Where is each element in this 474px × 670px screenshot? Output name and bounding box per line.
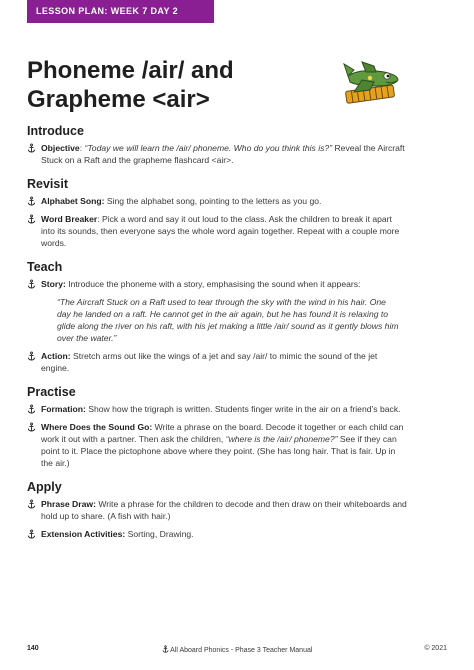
story-quote: “The Aircraft Stuck on a Raft used to tear through the sky with the wind in his hair. One day he landed on a raft. He cannot get in the air again, but he has found it is relaxing to glide along the river on his raft, with his jet making a little /air/ sound as it gently blows him over the water.” <box>57 297 399 343</box>
alphabet-song-text: Sing the alphabet song, pointing to the letters as you go. <box>104 196 322 206</box>
anchor-icon <box>27 421 37 433</box>
plane-on-raft-icon <box>340 56 402 106</box>
page-title-line-1: Phoneme /air/ and <box>27 57 234 84</box>
copyright: © 2021 <box>424 645 447 652</box>
action-label: Action: <box>41 351 71 361</box>
list-item-extension-activities <box>27 528 407 540</box>
list-item-alphabet-song <box>27 195 407 207</box>
list-item-word-breaker <box>27 213 407 249</box>
sound-go-text-1: Write a phrase on the board. Decode it together or each child can work it out with a partner. Then ask the children, <box>41 422 404 444</box>
section-heading-apply: Apply <box>27 480 62 494</box>
word-breaker-label: Word Breaker <box>41 214 98 224</box>
extension-label: Extension Activities: <box>41 529 126 539</box>
phrase-draw-text: Write a phrase for the children to decode and then draw on their whiteboards and hold up to share. (A fish with hair.) <box>41 499 407 521</box>
page-number: 140 <box>27 645 39 652</box>
list-item-story <box>27 278 407 290</box>
list-item-phrase-draw <box>27 498 407 522</box>
anchor-icon <box>27 195 37 207</box>
anchor-icon <box>162 645 169 653</box>
anchor-icon <box>27 278 37 290</box>
objective-colon: : <box>79 143 83 153</box>
objective-label: Objective <box>41 143 80 153</box>
anchor-icon <box>27 403 37 415</box>
section-heading-introduce: Introduce <box>27 124 84 138</box>
list-item-action <box>27 350 407 374</box>
sound-go-text-2: See if they can point to it. Place the pictophone above where they point. (She has long hair. That is fair. Up in the air.) <box>41 434 397 468</box>
list-item-objective <box>27 142 407 166</box>
section-heading-teach: Teach <box>27 260 63 274</box>
lesson-content <box>27 123 407 540</box>
story-label: Story: <box>41 279 66 289</box>
anchor-icon <box>27 213 37 225</box>
section-heading-revisit: Revisit <box>27 177 68 191</box>
lesson-plan-banner <box>27 0 214 23</box>
formation-label: Formation: <box>41 404 86 414</box>
lesson-plan-label: LESSON PLAN: WEEK 7 DAY 2 <box>36 6 179 16</box>
action-text: Stretch arms out like the wings of a jet and say /air/ to mimic the sound of the jet engine. <box>41 351 378 373</box>
anchor-icon <box>27 498 37 510</box>
page-title <box>27 56 327 114</box>
section-heading-practise: Practise <box>27 385 76 399</box>
extension-text: Sorting, Drawing. <box>125 529 194 539</box>
anchor-icon <box>27 528 37 540</box>
formation-text: Show how the trigraph is written. Students finger write in the air on a friend’s back. <box>85 404 401 414</box>
page-title-line-2: Grapheme <air> <box>27 86 210 113</box>
list-item-where-does-the-sound-go <box>27 421 407 469</box>
phrase-draw-label: Phrase Draw: <box>41 499 96 509</box>
alphabet-song-label: Alphabet Song: <box>41 196 105 206</box>
page-footer <box>27 645 447 657</box>
list-item-formation <box>27 403 407 415</box>
word-breaker-text: : Pick a word and say it out loud to the class. Ask the children to break it apart into its sounds, then everyone says the whole word again together. Repeat with a couple more words. <box>41 214 400 248</box>
footer-manual-title: All Aboard Phonics - Phase 3 Teacher Manual <box>170 647 313 654</box>
objective-quote: “Today we will learn the /air/ phoneme. Who do you think this is?” <box>84 143 333 153</box>
anchor-icon <box>27 142 37 154</box>
sound-go-quote: “where is the /air/ phoneme?” <box>225 434 338 444</box>
objective-text: Reveal the Aircraft Stuck on a Raft and the grapheme flashcard <air>. <box>41 143 405 165</box>
story-text: Introduce the phoneme with a story, emphasising the sound when it appears: <box>65 279 361 289</box>
footer-title <box>27 645 447 654</box>
sound-go-label: Where Does the Sound Go: <box>41 422 153 432</box>
anchor-icon <box>27 350 37 362</box>
